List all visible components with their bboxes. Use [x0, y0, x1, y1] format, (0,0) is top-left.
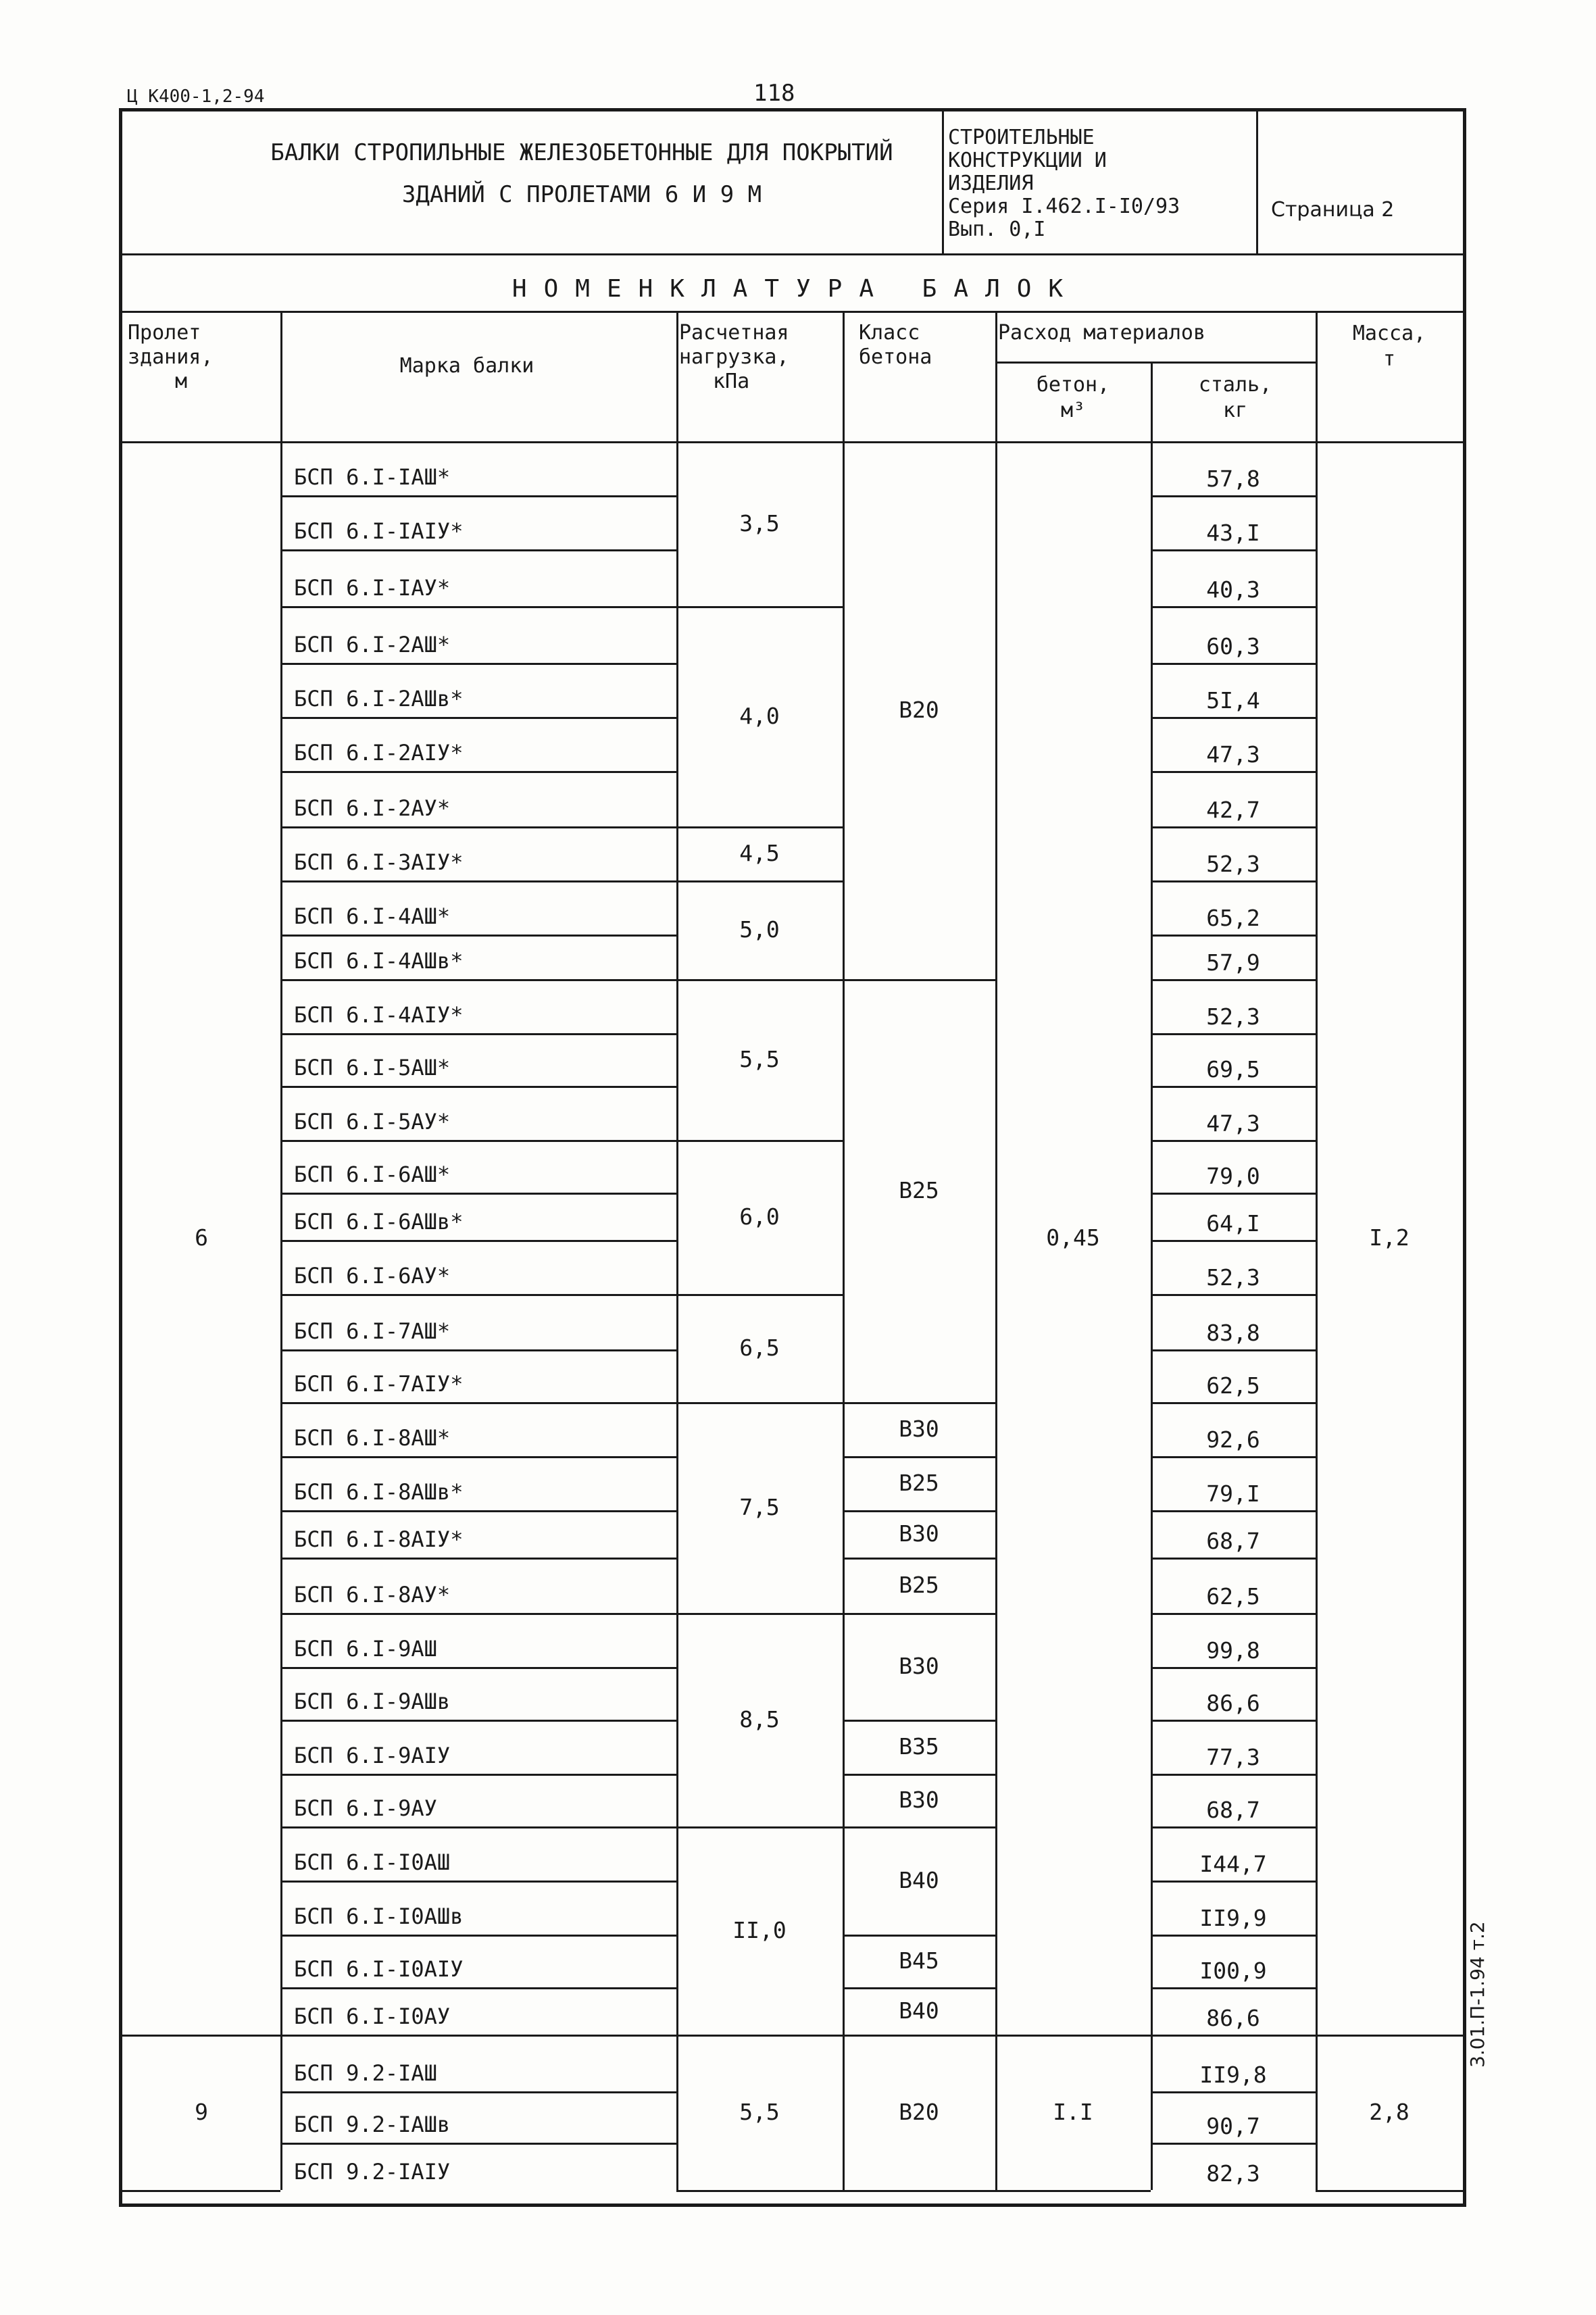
steel-value: 40,3: [1206, 576, 1260, 603]
steel-value: 99,8: [1206, 1637, 1260, 1664]
header-load: [679, 321, 848, 394]
span-value: 9: [195, 2099, 208, 2125]
beam-mark: БСП 6.I-4АШ*: [294, 903, 451, 929]
beam-mark: БСП 6.I-I0АУ: [294, 2003, 451, 2029]
steel-value: 52,3: [1206, 1264, 1260, 1291]
steel-value: 86,6: [1206, 1690, 1260, 1716]
span-value: 6: [195, 1224, 208, 1251]
category-block: [948, 126, 1259, 241]
beam-mark: БСП 6.I-I0АIУ: [294, 1956, 464, 1982]
steel-value: 5I,4: [1206, 687, 1260, 714]
load-value: 4,0: [739, 703, 780, 729]
concrete-class: В30: [899, 1520, 939, 1547]
beam-mark: БСП 6.I-IАШ*: [294, 464, 451, 490]
steel-value: 90,7: [1206, 2113, 1260, 2139]
beam-mark: БСП 6.I-8АШв*: [294, 1479, 464, 1505]
steel-value: 57,9: [1206, 949, 1260, 976]
beam-mark: БСП 6.I-9АШ: [294, 1636, 437, 1662]
beam-mark: БСП 6.I-4АIУ*: [294, 1002, 464, 1028]
load-value: II,0: [732, 1917, 787, 1943]
steel-value: 52,3: [1206, 1003, 1260, 1030]
steel-value: 79,0: [1206, 1163, 1260, 1189]
beam-mark: БСП 6.I-6АШ*: [294, 1162, 451, 1187]
beam-mark: БСП 6.I-I0АШ: [294, 1849, 451, 1875]
page-number: 118: [753, 80, 795, 107]
steel-value: 64,I: [1206, 1210, 1260, 1237]
concrete-class: В40: [899, 1867, 939, 1893]
steel-value: 68,7: [1206, 1528, 1260, 1554]
beam-mark: БСП 6.I-7АШ*: [294, 1318, 451, 1344]
load-value: 5,0: [739, 916, 780, 943]
load-value: 6,5: [739, 1335, 780, 1361]
header-span-line-1: Пролет: [128, 321, 201, 345]
header-span: [128, 321, 270, 394]
steel-value: 77,3: [1206, 1744, 1260, 1770]
header-mass: [1318, 321, 1460, 372]
header-class: [859, 321, 1007, 370]
steel-value: 42,7: [1206, 797, 1260, 823]
beam-mark: БСП 6.I-IАIУ*: [294, 518, 464, 544]
mass-value: I,2: [1369, 1224, 1410, 1251]
concrete-class: В35: [899, 1733, 939, 1760]
header-steel-line-1: сталь,: [1198, 373, 1272, 397]
side-stamp: 3.01.П-1.94 т.2: [1466, 1921, 1489, 2068]
concrete-class: В20: [899, 2099, 939, 2125]
header-load-line-1: Расчетная: [679, 321, 789, 345]
beam-mark: БСП 6.I-2АУ*: [294, 795, 451, 821]
nomenclature-table: [122, 313, 1463, 2204]
steel-value: 47,3: [1206, 741, 1260, 768]
beam-mark: БСП 6.I-8АШ*: [294, 1425, 451, 1451]
load-value: 4,5: [739, 840, 780, 866]
header-concrete-line-2: м³: [1060, 399, 1086, 422]
concrete-volume: 0,45: [1046, 1224, 1100, 1251]
concrete-class: В25: [899, 1572, 939, 1598]
document-frame: [119, 108, 1466, 2207]
mass-value: 2,8: [1369, 2099, 1410, 2125]
beam-mark: БСП 6.I-9АУ: [294, 1795, 437, 1821]
beam-mark: БСП 6.I-8АIУ*: [294, 1526, 464, 1552]
header-mass-line-2: т: [1382, 347, 1396, 371]
concrete-volume: I.I: [1053, 2099, 1093, 2125]
header-materials: Расход материалов: [998, 321, 1206, 345]
load-value: 7,5: [739, 1494, 780, 1520]
steel-value: 79,I: [1206, 1480, 1260, 1507]
beam-mark: БСП 6.I-2АШ*: [294, 632, 451, 657]
beam-mark: БСП 9.2-IАIУ: [294, 2159, 451, 2185]
header-span-line-3: м: [175, 370, 188, 393]
concrete-class: В40: [899, 1997, 939, 2024]
category-line-3: ИЗДЕЛИЯ: [948, 172, 1034, 195]
load-value: 5,5: [739, 1046, 780, 1072]
beam-mark: БСП 9.2-IАШв: [294, 2112, 451, 2137]
steel-value: 52,3: [1206, 851, 1260, 877]
concrete-class: В30: [899, 1653, 939, 1679]
concrete-class: В30: [899, 1416, 939, 1442]
header-mark: Марка балки: [399, 354, 534, 378]
category-line-1: СТРОИТЕЛЬНЫЕ: [948, 126, 1095, 149]
steel-value: 62,5: [1206, 1583, 1260, 1610]
beam-mark: БСП 6.I-7АIУ*: [294, 1371, 464, 1397]
series-number: Серия I.462.I-I0/93: [948, 195, 1180, 218]
steel-value: 62,5: [1206, 1372, 1260, 1399]
load-value: 8,5: [739, 1706, 780, 1733]
beam-mark: БСП 6.I-IАУ*: [294, 575, 451, 601]
document-code: Ц К400-1,2-94: [127, 86, 265, 107]
beam-mark: БСП 6.I-5АШ*: [294, 1055, 451, 1080]
steel-value: II9,9: [1199, 1905, 1267, 1931]
beam-mark: БСП 6.I-3АIУ*: [294, 849, 464, 875]
category-line-2: КОНСТРУКЦИИ И: [948, 149, 1107, 172]
steel-value: 83,8: [1206, 1320, 1260, 1346]
steel-value: 68,7: [1206, 1797, 1260, 1823]
load-value: 5,5: [739, 2099, 780, 2125]
beam-mark: БСП 6.I-9АШв: [294, 1689, 451, 1714]
header-mass-line-1: Масса,: [1352, 322, 1426, 345]
beam-mark: БСП 6.I-5АУ*: [294, 1109, 451, 1135]
steel-value: I44,7: [1199, 1851, 1267, 1877]
beam-mark: БСП 6.I-6АШв*: [294, 1209, 464, 1235]
header-span-line-2: здания,: [128, 345, 214, 369]
concrete-class: В25: [899, 1177, 939, 1203]
concrete-class: В45: [899, 1947, 939, 1974]
beam-mark: БСП 6.I-8АУ*: [294, 1582, 451, 1608]
header-steel-line-2: кг: [1222, 399, 1248, 422]
steel-value: 65,2: [1206, 905, 1260, 931]
beam-mark: БСП 6.I-2АШв*: [294, 686, 464, 712]
header-load-line-3: кПа: [713, 370, 750, 393]
header-steel: [1154, 372, 1316, 424]
header-concrete-line-1: бетон,: [1036, 373, 1110, 397]
header-class-line-2: бетона: [859, 345, 932, 369]
concrete-class: В20: [899, 697, 939, 723]
beam-mark: БСП 6.I-I0АШв: [294, 1903, 464, 1929]
steel-value: 57,8: [1206, 466, 1260, 492]
header-load-line-2: нагрузка,: [679, 345, 789, 369]
table-title: НОМЕНКЛАТУРА БАЛОК: [512, 275, 1080, 303]
load-value: 3,5: [739, 510, 780, 537]
steel-value: 92,6: [1206, 1426, 1260, 1453]
load-value: 6,0: [739, 1203, 780, 1230]
title-line-2: ЗДАНИЙ С ПРОЛЕТАМИ 6 И 9 М: [401, 181, 762, 208]
beam-mark: БСП 6.I-2АIУ*: [294, 740, 464, 766]
steel-value: 69,5: [1206, 1056, 1260, 1082]
concrete-class: В25: [899, 1470, 939, 1496]
steel-value: 86,6: [1206, 2005, 1260, 2031]
steel-value: 47,3: [1206, 1110, 1260, 1137]
document-title: [143, 132, 1021, 216]
steel-value: II9,8: [1199, 2062, 1267, 2088]
page-label: Страница 2: [1271, 198, 1395, 222]
beam-mark: БСП 6.I-9АIУ: [294, 1743, 451, 1768]
header-concrete: [995, 372, 1151, 424]
steel-value: 82,3: [1206, 2160, 1260, 2187]
steel-value: 43,I: [1206, 520, 1260, 546]
header-class-line-1: Класс: [859, 321, 920, 345]
steel-value: 60,3: [1206, 633, 1260, 659]
steel-value: I00,9: [1199, 1958, 1267, 1984]
beam-mark: БСП 9.2-IАШ: [294, 2060, 437, 2086]
beam-mark: БСП 6.I-6АУ*: [294, 1263, 451, 1289]
title-line-1: БАЛКИ СТРОПИЛЬНЫЕ ЖЕЛЕЗОБЕТОННЫЕ ДЛЯ ПОКРЫТИЙ: [270, 139, 893, 166]
concrete-class: В30: [899, 1787, 939, 1813]
beam-mark: БСП 6.I-4АШв*: [294, 948, 464, 974]
issue-number: Вып. 0,I: [948, 218, 1046, 241]
